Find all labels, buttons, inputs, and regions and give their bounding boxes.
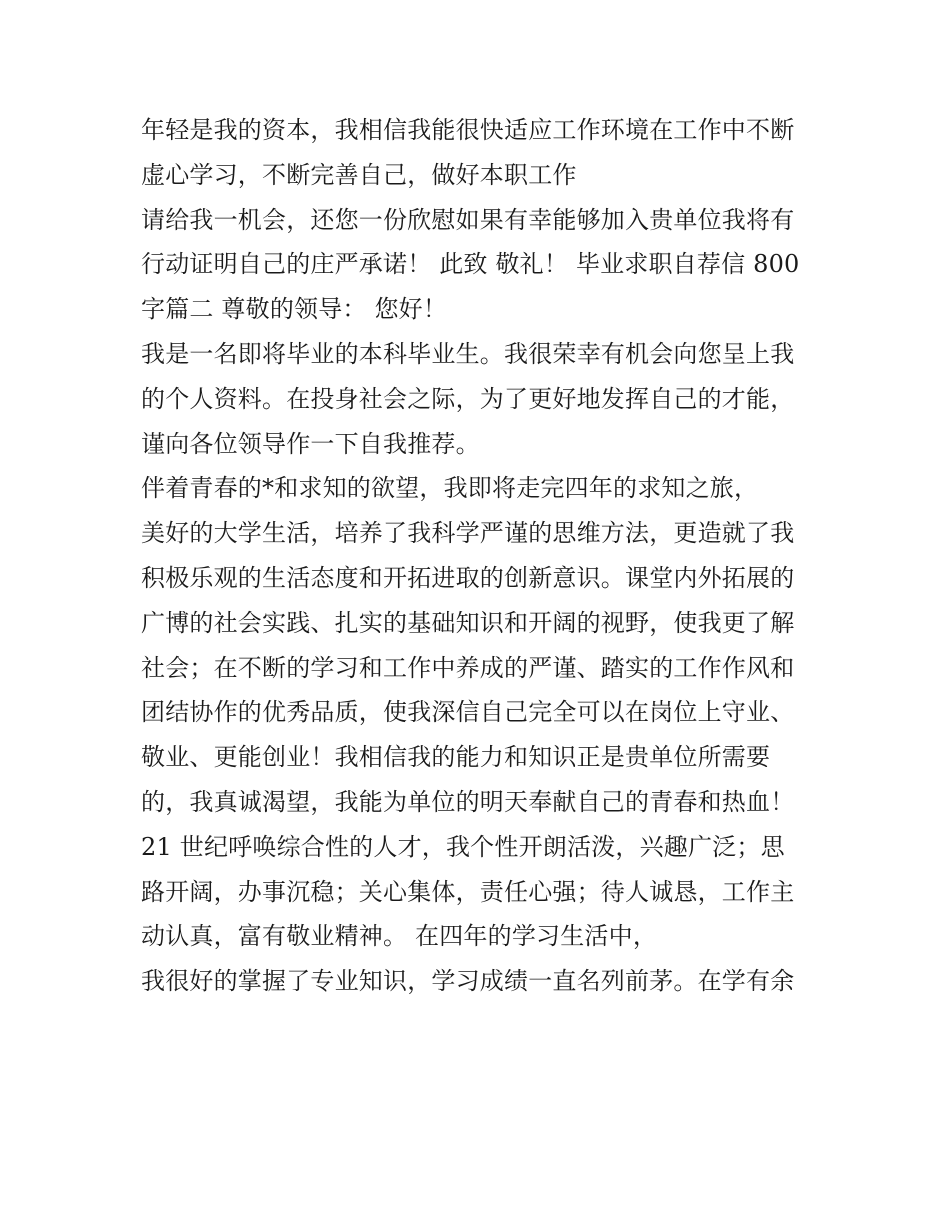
text-line: 我很好的掌握了专业知识，学习成绩一直名列前茅。在学有余 xyxy=(141,967,795,996)
text-line: 美好的大学生活，培养了我科学严谨的思维方法，更造就了我 xyxy=(141,519,795,548)
text-line: 积极乐观的生活态度和开拓进取的创新意识。课堂内外拓展的 xyxy=(141,563,795,592)
text-line: 路开阔，办事沉稳；关心集体，责任心强；待人诚恳，工作主 xyxy=(141,877,795,906)
text-line: 动认真，富有敬业精神。 在四年的学习生活中， xyxy=(141,922,658,951)
text-line: 的，我真诚渴望，我能为单位的明天奉献自己的青春和热血！ xyxy=(141,787,795,816)
text-line: 行动证明自己的庄严承诺！ 此致 敬礼！ 毕业求职自荐信 800 xyxy=(141,250,800,279)
text-line: 团结协作的优秀品质，使我深信自己完全可以在岗位上守业、 xyxy=(141,698,795,727)
text-line: 虚心学习，不断完善自己，做好本职工作 xyxy=(141,160,577,189)
text-line: 请给我一机会，还您一份欣慰如果有幸能够加入贵单位我将有 xyxy=(141,205,795,234)
text-line: 我是一名即将毕业的本科毕业生。我很荣幸有机会向您呈上我 xyxy=(141,339,795,368)
text-line: 敬业、更能创业！我相信我的能力和知识正是贵单位所需要 xyxy=(141,743,771,772)
text-line: 的个人资料。在投身社会之际，为了更好地发挥自己的才能， xyxy=(141,384,795,413)
text-line: 谨向各位领导作一下自我推荐。 xyxy=(141,429,480,458)
text-line: 伴着青春的*和求知的欲望，我即将走完四年的求知之旅， xyxy=(141,474,759,503)
text-line: 21 世纪呼唤综合性的人才，我个性开朗活泼，兴趣广泛；思 xyxy=(141,832,785,861)
text-line: 字篇二 尊敬的领导： 您好！ xyxy=(141,295,448,324)
text-line: 社会；在不断的学习和工作中养成的严谨、踏实的工作作风和 xyxy=(141,653,795,682)
document-body xyxy=(141,108,821,1004)
text-line: 年轻是我的资本，我相信我能很快适应工作环境在工作中不断 xyxy=(141,116,795,144)
text-line: 广博的社会实践、扎实的基础知识和开阔的视野，使我更了解 xyxy=(141,608,795,637)
